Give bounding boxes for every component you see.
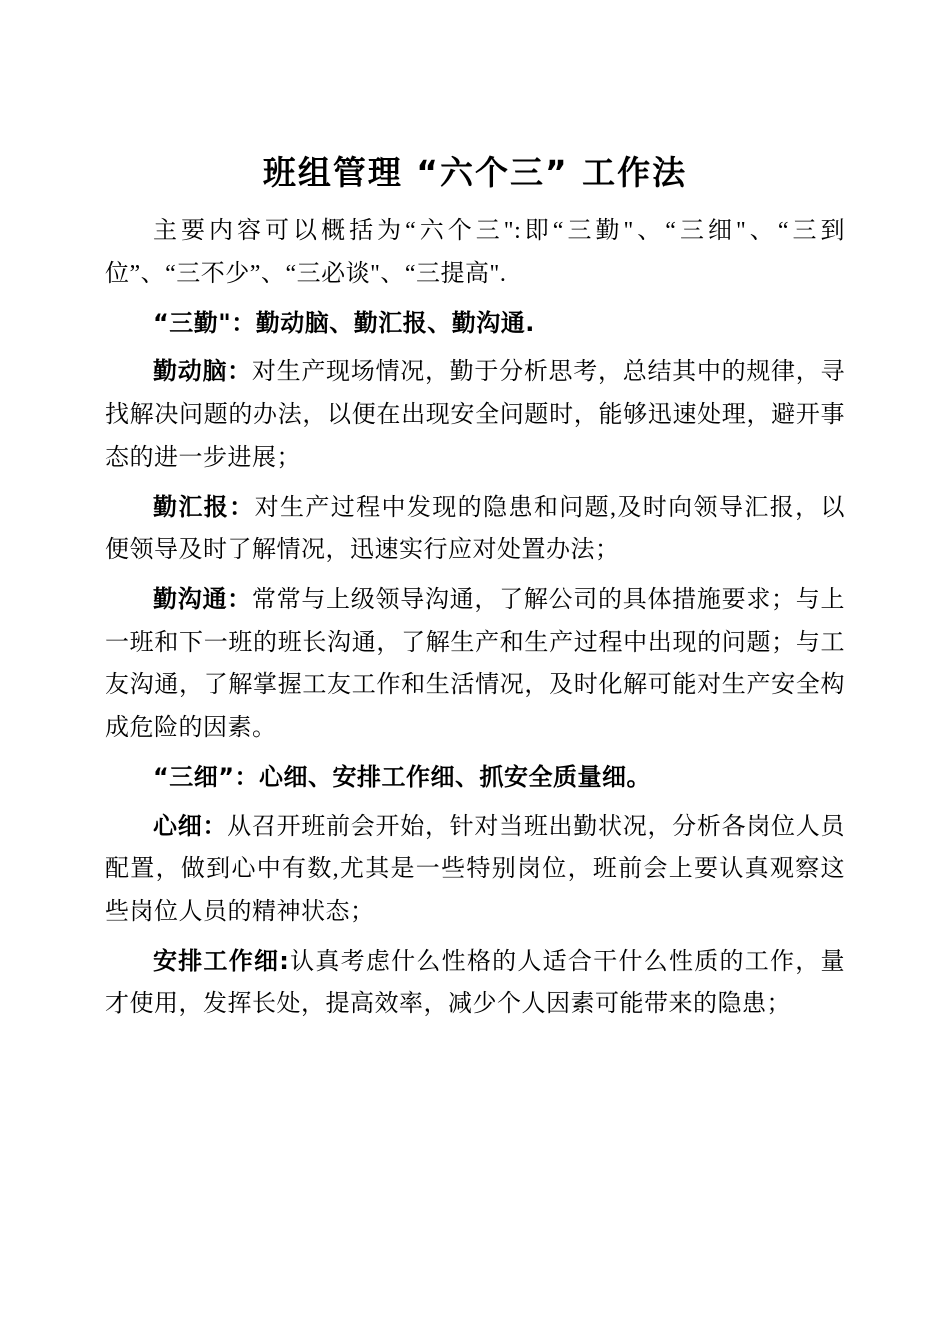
paragraph-anpaigongzuoxi [105,940,845,1026]
paragraph-text: 常常与上级领导沟通，了解公司的具体措施要求；与上一班和下一班的班长沟通，了解生产和生产过程中出现的问题；与工友沟通，了解掌握工友工作和生活情况，及时化解可能对生产安全构成危险的因素。 [105,586,845,742]
paragraph-lead: 心细： [153,811,228,840]
section-heading-text: “三细”：心细、安排工作细、抓安全质量细。 [153,762,652,791]
section-heading-text: “三勤"：勤动脑、勤汇报、勤沟通. [153,308,535,337]
paragraph-qindongnao [105,350,845,479]
paragraph-text: 对生产现场情况，勤于分析思考，总结其中的规律，寻找解决问题的办法，以便在出现安全问题时，能够迅速处理，避开事态的进一步进展； [105,359,845,471]
paragraph-qingoutong [105,578,845,750]
paragraph-text: 认真考虑什么性格的人适合干什么性质的工作，量才使用，发挥长处，提高效率，减少个人因素可能带来的隐患； [105,948,845,1018]
section-heading-sanxi [105,756,845,799]
section-heading-sanqin [105,302,845,345]
paragraph-text: 主要内容可以概括为“六个三":即“三勤"、“三细"、“三到位”、“三不少”、“三必谈"、“三提高". [105,218,845,287]
page-title: 班组管理 “六个三” 工作法 [262,153,688,192]
paragraph-lead: 安排工作细: [153,946,290,975]
paragraph-qinhuibao [105,486,845,572]
paragraph-lead: 勤汇报： [153,492,255,521]
paragraph-intro [105,210,845,295]
paragraph-lead: 勤沟通： [153,584,252,613]
paragraph-lead: 勤动脑： [153,357,252,386]
paragraph-xinxi [105,805,845,934]
paragraph-text: 从召开班前会开始，针对当班出勤状况，分析各岗位人员配置，做到心中有数,尤其是一些特别岗位，班前会上要认真观察这些岗位人员的精神状态； [105,813,846,925]
paragraph-text: 对生产过程中发现的隐患和问题,及时向领导汇报，以便领导及时了解情况，迅速实行应对处置办法； [105,494,846,564]
